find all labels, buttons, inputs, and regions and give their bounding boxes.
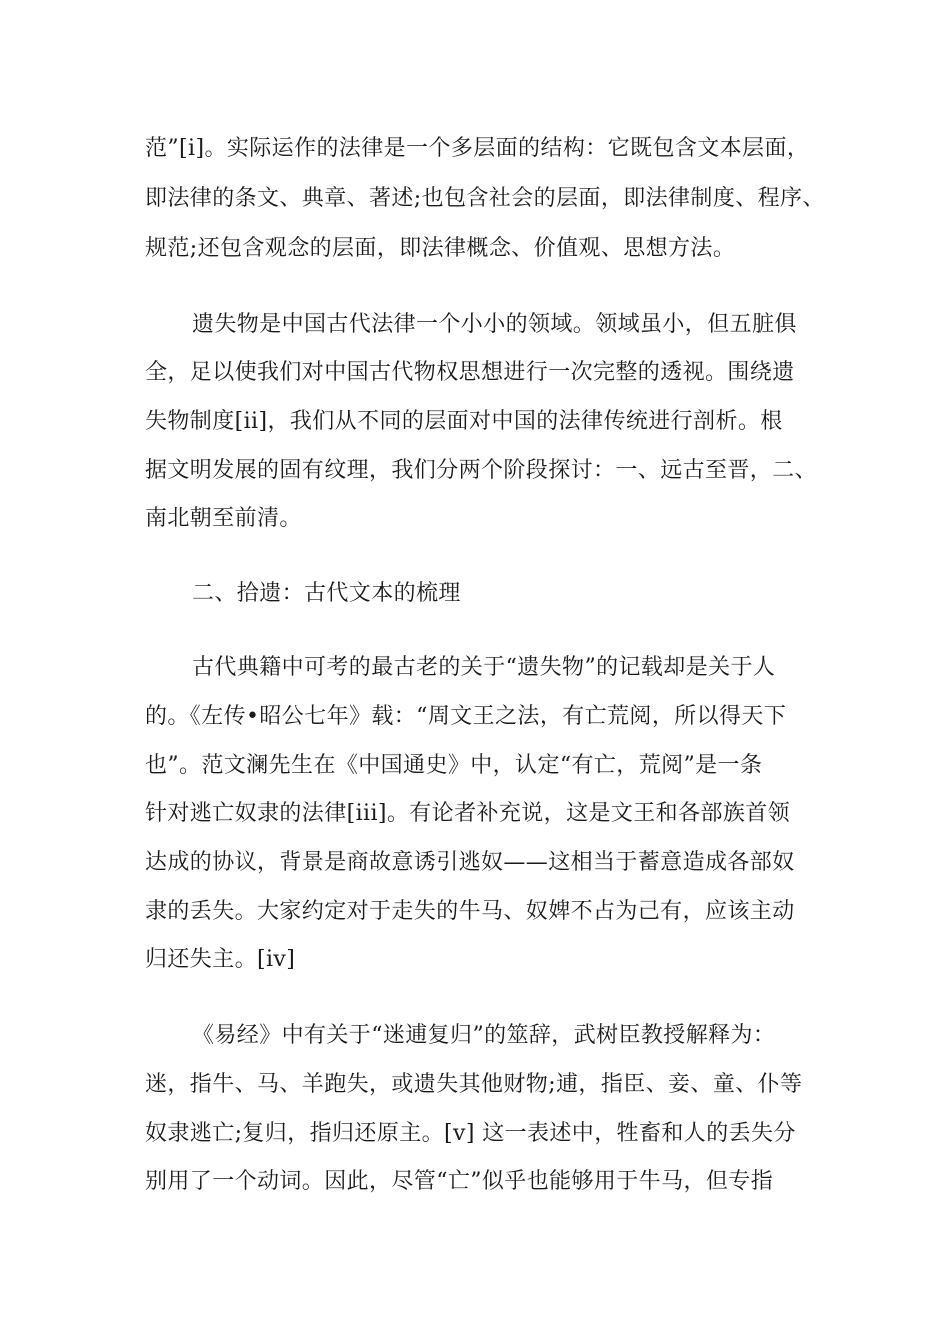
- paragraph-2-line-2: 全，足以使我们对中国古代物权思想进行一次完整的透视。围绕遗: [145, 360, 795, 385]
- paragraph-3-line-7: 归还失主。[iv]: [145, 947, 296, 972]
- paragraph-3-line-4: 针对逃亡奴隶的法律[iii]。有论者补充说，这是文王和各部族首领: [145, 801, 791, 826]
- paragraph-3-line-1: 古代典籍中可考的最古老的关于“遗失物”的记载却是关于人: [192, 655, 776, 680]
- paragraph-2-line-4: 据文明发展的固有纹理，我们分两个阶段探讨：一、远古至晋，二、: [145, 458, 818, 483]
- section-heading: 二、拾遗：古代文本的梳理: [192, 581, 461, 606]
- paragraph-3-line-3: 也”。范文澜先生在《中国通史》中，认定“有亡，荒阅”是一条: [145, 753, 763, 778]
- paragraph-1-line-3: 规范;还包含观念的层面，即法律概念、价值观、思想方法。: [145, 236, 736, 261]
- paragraph-4-line-3: 奴隶逃亡;复归，指归还原主。[v] 这一表述中，牲畜和人的丢失分: [145, 1121, 796, 1146]
- paragraph-1-line-2: 即法律的条文、典章、著述;也包含社会的层面，即法律制度、程序、: [145, 186, 825, 211]
- paragraph-1-line-1: 范”[i]。实际运作的法律是一个多层面的结构：它既包含文本层面，: [145, 136, 810, 161]
- paragraph-2-line-5: 南北朝至前清。: [145, 506, 302, 531]
- paragraph-3-line-2: 的。《左传•昭公七年》载：“周文王之法，有亡荒阅，所以得天下: [145, 704, 787, 729]
- paragraph-4-line-2: 迷，指牛、马、羊跑失，或遗失其他财物;逋，指臣、妾、童、仆等: [145, 1072, 803, 1097]
- paragraph-3-line-6: 隶的丢失。大家约定对于走失的牛马、奴婢不占为己有，应该主动: [145, 899, 795, 924]
- paragraph-3-line-5: 达成的协议，背景是商故意诱引逃奴——这相当于蓄意造成各部奴: [145, 850, 795, 875]
- paragraph-2-line-3: 失物制度[ii]，我们从不同的层面对中国的法律传统进行剖析。根: [145, 409, 783, 434]
- paragraph-4-line-1: 《易经》中有关于“迷逋复归”的筮辞，武树臣教授解释为：: [192, 1023, 776, 1048]
- paragraph-4-line-4: 别用了一个动词。因此，尽管“亡”似乎也能够用于牛马，但专指: [145, 1169, 774, 1194]
- paragraph-2-line-1: 遗失物是中国古代法律一个小小的领域。领域虽小，但五脏俱: [192, 312, 797, 337]
